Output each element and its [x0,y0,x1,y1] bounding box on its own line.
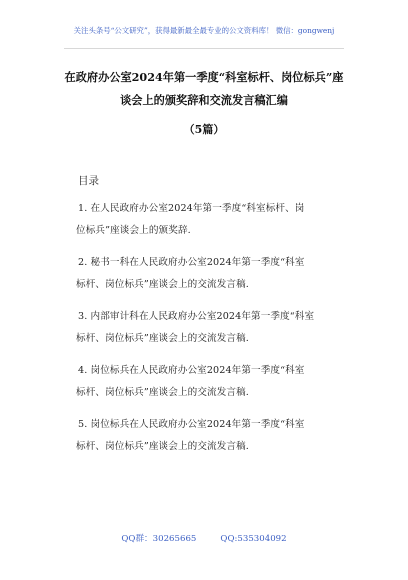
footer-contact [0,532,408,544]
toc-item-4-line-2: 标杆、岗位标兵”座谈会上的交流发言稿. [76,387,249,398]
document-title [40,66,368,112]
toc-item-2-line-2: 标杆、岗位标兵”座谈会上的交流发言稿. [76,279,249,290]
toc-item-5-line-1: 5. 岗位标兵在人民政府办公室2024年第一季度“科室 [78,419,305,430]
toc-item-1[interactable] [78,198,350,242]
toc-heading: 目录 [78,175,99,187]
toc-item-4[interactable] [78,360,350,404]
toc-item-5-line-2: 标杆、岗位标兵”座谈会上的交流发言稿. [76,441,249,452]
footer-qq-group: QQ群：30265665 [121,534,197,544]
document-title-line-1: 在政府办公室2024年第一季度“科室标杆、岗位标兵”座 [64,70,344,84]
header-divider [64,48,344,49]
document-title-line-2: 谈会上的颁奖辞和交流发言稿汇编 [120,93,288,107]
toc-item-1-line-1: 1. 在人民政府办公室2024年第一季度“科室标杆、岗 [78,203,305,214]
toc-item-3-line-1: 3. 内部审计科在人民政府办公室2024年第一季度“科室 [78,311,315,322]
header-promo-note: 关注头条号“公文研究”，获得最新最全最专业的公文资料库！ 微信：gongwenj [73,26,335,35]
toc-item-3[interactable] [78,306,350,350]
article-count: （5篇） [183,123,225,136]
toc-item-3-line-2: 标杆、岗位标兵”座谈会上的交流发言稿. [76,333,249,344]
toc-item-2[interactable] [78,252,350,296]
toc-item-1-line-2: 位标兵”座谈会上的颁奖辞. [76,225,191,236]
toc-item-5[interactable] [78,414,350,458]
toc-item-4-line-1: 4. 岗位标兵在人民政府办公室2024年第一季度“科室 [78,365,305,376]
footer-qq: QQ:535304092 [220,534,287,544]
toc-item-2-line-1: 2. 秘书一科在人民政府办公室2024年第一季度“科室 [78,257,305,268]
